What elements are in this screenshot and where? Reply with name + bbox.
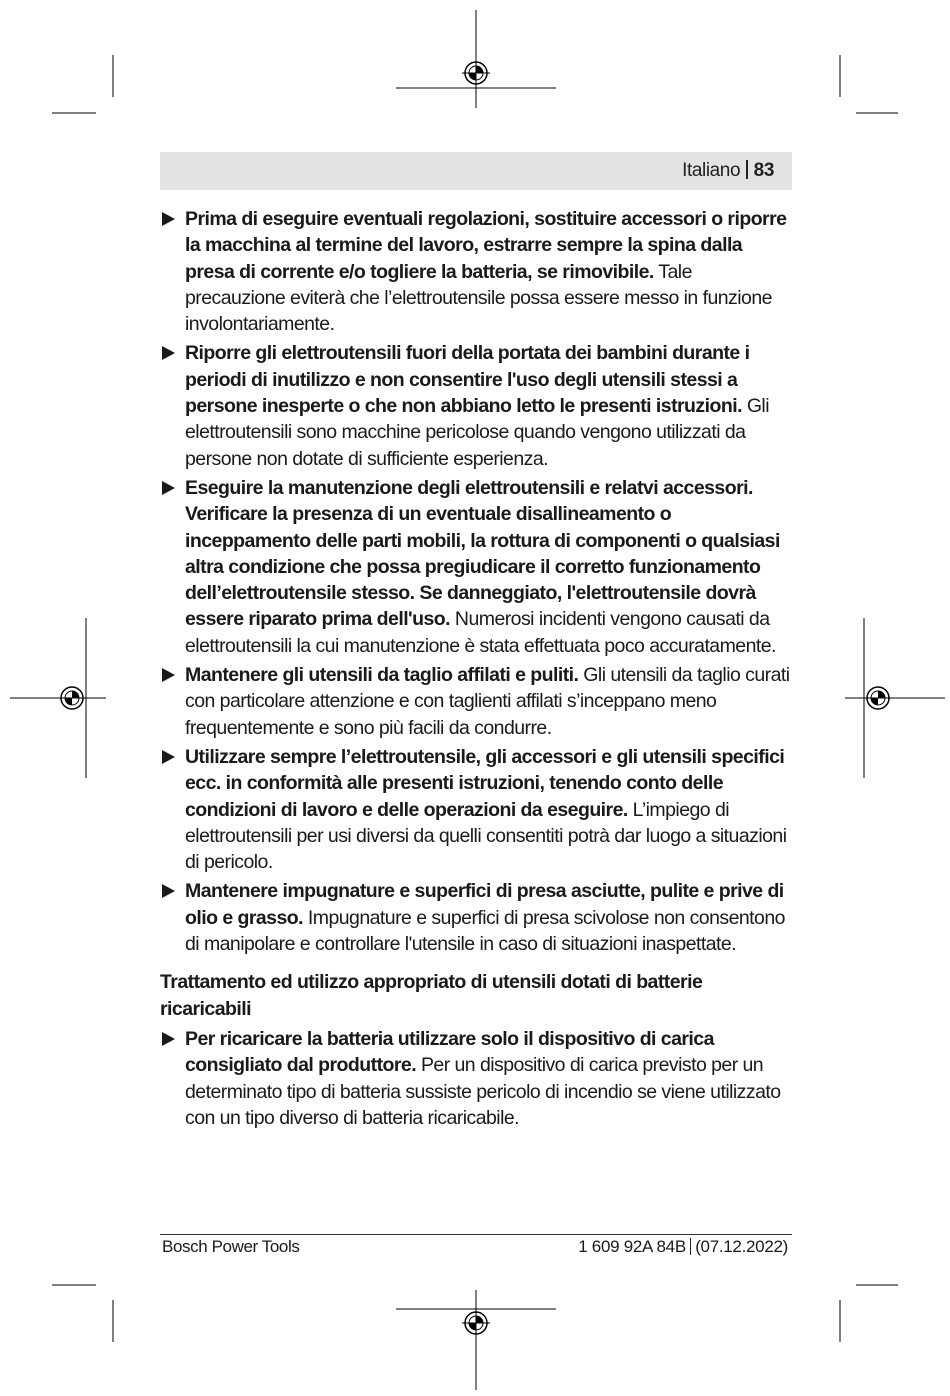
page-number: 83 (753, 160, 774, 181)
list-item (160, 206, 792, 337)
header-text (682, 160, 774, 182)
item-description: Gli utensili da taglio curati con particolare attenzione e con taglienti affilati s’inceppano meno frequentemente e sono più facili da condurre. (185, 664, 790, 739)
footer-date: (07.12.2022) (695, 1237, 788, 1256)
bullet-triangle-icon (162, 668, 175, 682)
footer-rule (160, 1234, 792, 1235)
item-bold-text: Mantenere impugnature e superfici di presa asciutte, pulite e prive di olio e grasso. (185, 880, 784, 929)
bullet-triangle-icon (162, 1032, 175, 1046)
item-bold-text: Riporre gli elettroutensili fuori della portata dei bambini durante i periodi di inutilizzo e non consentire l'uso degli utensili stessi a persone inesperte o che non abbiano letto le presenti istruzioni. (185, 342, 750, 418)
list-item (160, 878, 792, 957)
list-item (160, 662, 792, 741)
page-header (160, 152, 792, 190)
bullet-triangle-icon (162, 750, 175, 764)
list-item (160, 340, 792, 471)
item-description: Per un dispositivo di carica previsto per un determinato tipo di batteria sussiste pericolo di incendio se viene utilizzato con un tipo diverso di batteria ricaricabile. (185, 1054, 781, 1129)
item-bold-text: Mantenere gli utensili da taglio affilati e puliti. (185, 664, 579, 687)
item-description: Tale precauzione eviterà che l’elettroutensile possa essere messo in funzione involontariamente. (185, 260, 772, 336)
footer-doc-number: 1 609 92A 84B (578, 1237, 686, 1256)
list-item (160, 1026, 792, 1131)
bullet-triangle-icon (162, 884, 175, 898)
footer-separator (690, 1238, 691, 1255)
item-description: L’impiego di elettroutensili per usi diversi da quelli consentiti potrà dar luogo a situazioni di pericolo. (185, 798, 787, 874)
item-bold-text: Eseguire la manutenzione degli elettroutensili e relatvi accessori. Verificare la presenza di un eventuale disallineamento o inceppamento delle parti mobili, la rottura di componenti o qualsiasi altra condizione che possa pregiudicare il corretto funzionamento dell’elettroutensile stesso. Se danneggiato, l'elettroutensile dovrà essere riparato prima dell'uso. (185, 476, 780, 631)
item-description: Gli elettroutensili sono macchine pericolose quando vengono utilizzati da persone non dotate di sufficiente esperienza. (185, 395, 769, 470)
list-item (160, 475, 792, 659)
bullet-triangle-icon (162, 481, 175, 495)
bullet-triangle-icon (162, 346, 175, 360)
header-separator (746, 160, 748, 179)
bullet-triangle-icon (162, 212, 175, 226)
item-bold-text: Per ricaricare la batteria utilizzare solo il dispositivo di carica consigliato dal produttore. (185, 1027, 714, 1077)
item-description: Impugnature e superfici di presa scivolose non consentono di manipolare e controllare l'utensile in caso di situazioni inaspettate. (185, 906, 785, 956)
header-language: Italiano (682, 160, 741, 181)
list-item (160, 744, 792, 875)
item-bold-text: Prima di eseguire eventuali regolazioni, sostituire accessori o riporre la macchina al termine del lavoro, estrarre sempre la spina dalla presa di corrente e/o togliere la batteria, se rimovibile. (185, 208, 787, 283)
footer-brand: Bosch Power Tools (162, 1237, 300, 1256)
item-description: Numerosi incidenti vengono causati da elettroutensili la cui manutenzione è stata effettuata poco accuratamente. (185, 608, 776, 657)
item-bold-text: Utilizzare sempre l’elettroutensile, gli accessori e gli utensili specifici ecc. in conformità alle presenti istruzioni, tenendo conto delle condizioni di lavoro e delle operazioni da eseguire. (185, 745, 785, 821)
page-content (160, 206, 792, 1134)
footer-doc-info (578, 1237, 788, 1257)
section-heading: Trattamento ed utilizzo appropriato di utensili dotati di batterie ricaricabili (160, 971, 703, 1020)
